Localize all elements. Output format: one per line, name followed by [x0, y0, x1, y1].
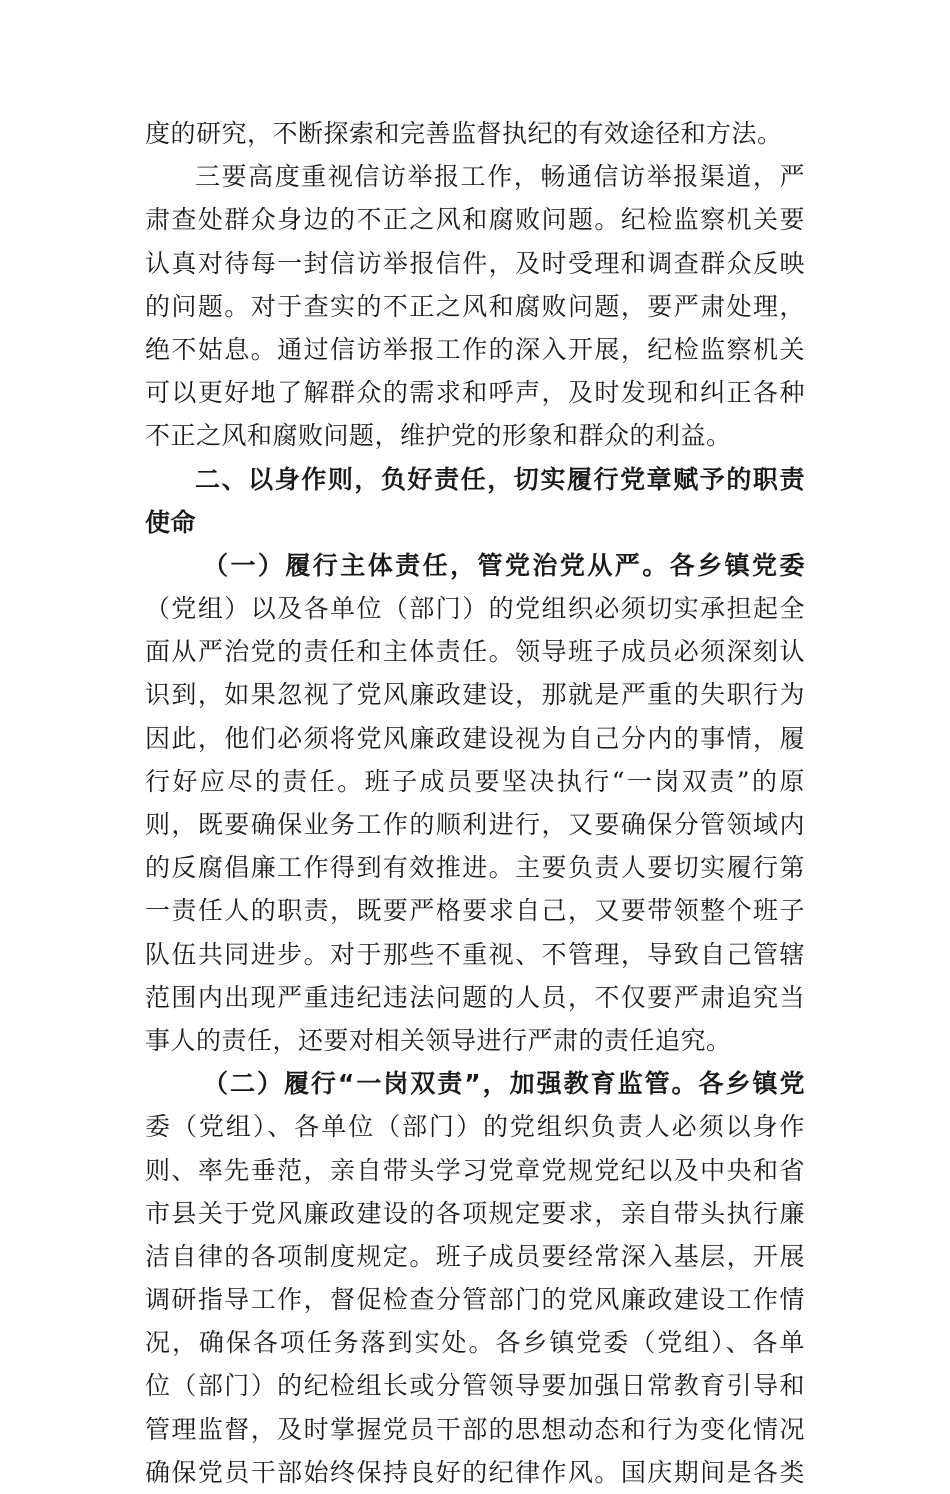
paragraph-line: 三要高度重视信访举报工作，畅通信访举报渠道，严 — [195, 162, 805, 192]
paragraph-line: 行好应尽的责任。班子成员要坚决执行“一岗双责”的原 — [145, 766, 805, 796]
paragraph-line: 可以更好地了解群众的需求和呼声，及时发现和纠正各种 — [145, 378, 805, 408]
paragraph-line: 则，既要确保业务工作的顺利进行，又要确保分管领域内 — [145, 810, 805, 839]
paragraph-line: 的问题。对于查实的不正之风和腐败问题，要严肃处理， — [145, 291, 805, 321]
paragraph-line: 不正之风和腐败问题，维护党的形象和群众的利益。 — [145, 421, 732, 451]
paragraph-line: 位（部门）的纪检组长或分管领导要加强日常教育引导和 — [145, 1371, 805, 1401]
paragraph-line: 绝不姑息。通过信访举报工作的深入开展，纪检监察机关 — [145, 334, 805, 364]
paragraph-line: 队伍共同进步。对于那些不重视、不管理，导致自己管辖 — [145, 939, 805, 969]
paragraph-line: 则、率先垂范，亲自带头学习党章党规党纪以及中央和省 — [145, 1155, 805, 1185]
paragraph-line: 肃查处群众身边的不正之风和腐败问题。纪检监察机关要 — [145, 205, 805, 235]
subsection-heading-line: （一）履行主体责任，管党治党从严。各乡镇党委 — [203, 550, 805, 580]
paragraph-line: 市县关于党风廉政建设的各项规定要求，亲自带头执行廉 — [145, 1198, 805, 1228]
subsection-heading-line: （二）履行“一岗双责”，加强教育监管。各乡镇党 — [203, 1069, 805, 1099]
paragraph-line: 管理监督，及时掌握党员干部的思想动态和行为变化情况 — [145, 1414, 805, 1444]
paragraph-line: 洁自律的各项制度规定。班子成员要经常深入基层，开展 — [145, 1241, 805, 1271]
paragraph-line: 度的研究，不断探索和完善监督执纪的有效途径和方法。 — [145, 119, 783, 148]
paragraph-line: 确保党员干部始终保持良好的纪律作风。国庆期间是各类 — [145, 1457, 805, 1487]
paragraph-line: 调研指导工作，督促检查分管部门的党风廉政建设工作情 — [145, 1285, 805, 1315]
paragraph-line: 认真对待每一封信访举报信件，及时受理和调查群众反映 — [145, 248, 805, 278]
paragraph-line: 面从严治党的责任和主体责任。领导班子成员必须深刻认 — [145, 637, 805, 667]
paragraph-line: 事人的责任，还要对相关领导进行严肃的责任追究。 — [145, 1025, 732, 1055]
paragraph-line: 一责任人的职责，既要严格要求自己，又要带领整个班子 — [145, 896, 805, 926]
paragraph-line: 况，确保各项任务落到实处。各乡镇党委（党组）、各单 — [145, 1328, 805, 1358]
section-heading: 二、以身作则，负好责任，切实履行党章赋予的职责 — [195, 464, 805, 494]
section-heading: 使命 — [145, 507, 197, 537]
paragraph-line: 的反腐倡廉工作得到有效推进。主要负责人要切实履行第 — [145, 853, 805, 883]
document-page — [145, 112, 805, 1494]
paragraph-line: （党组）以及各单位（部门）的党组织必须切实承担起全 — [145, 594, 805, 624]
paragraph-line: 范围内出现严重违纪违法问题的人员，不仅要严肃追究当 — [145, 982, 805, 1012]
paragraph-line: 因此，他们必须将党风廉政建设视为自己分内的事情，履 — [145, 723, 805, 753]
paragraph-line: 委（党组）、各单位（部门）的党组织负责人必须以身作 — [145, 1112, 805, 1142]
paragraph-line: 识到，如果忽视了党风廉政建设，那就是严重的失职行为 — [145, 680, 805, 710]
